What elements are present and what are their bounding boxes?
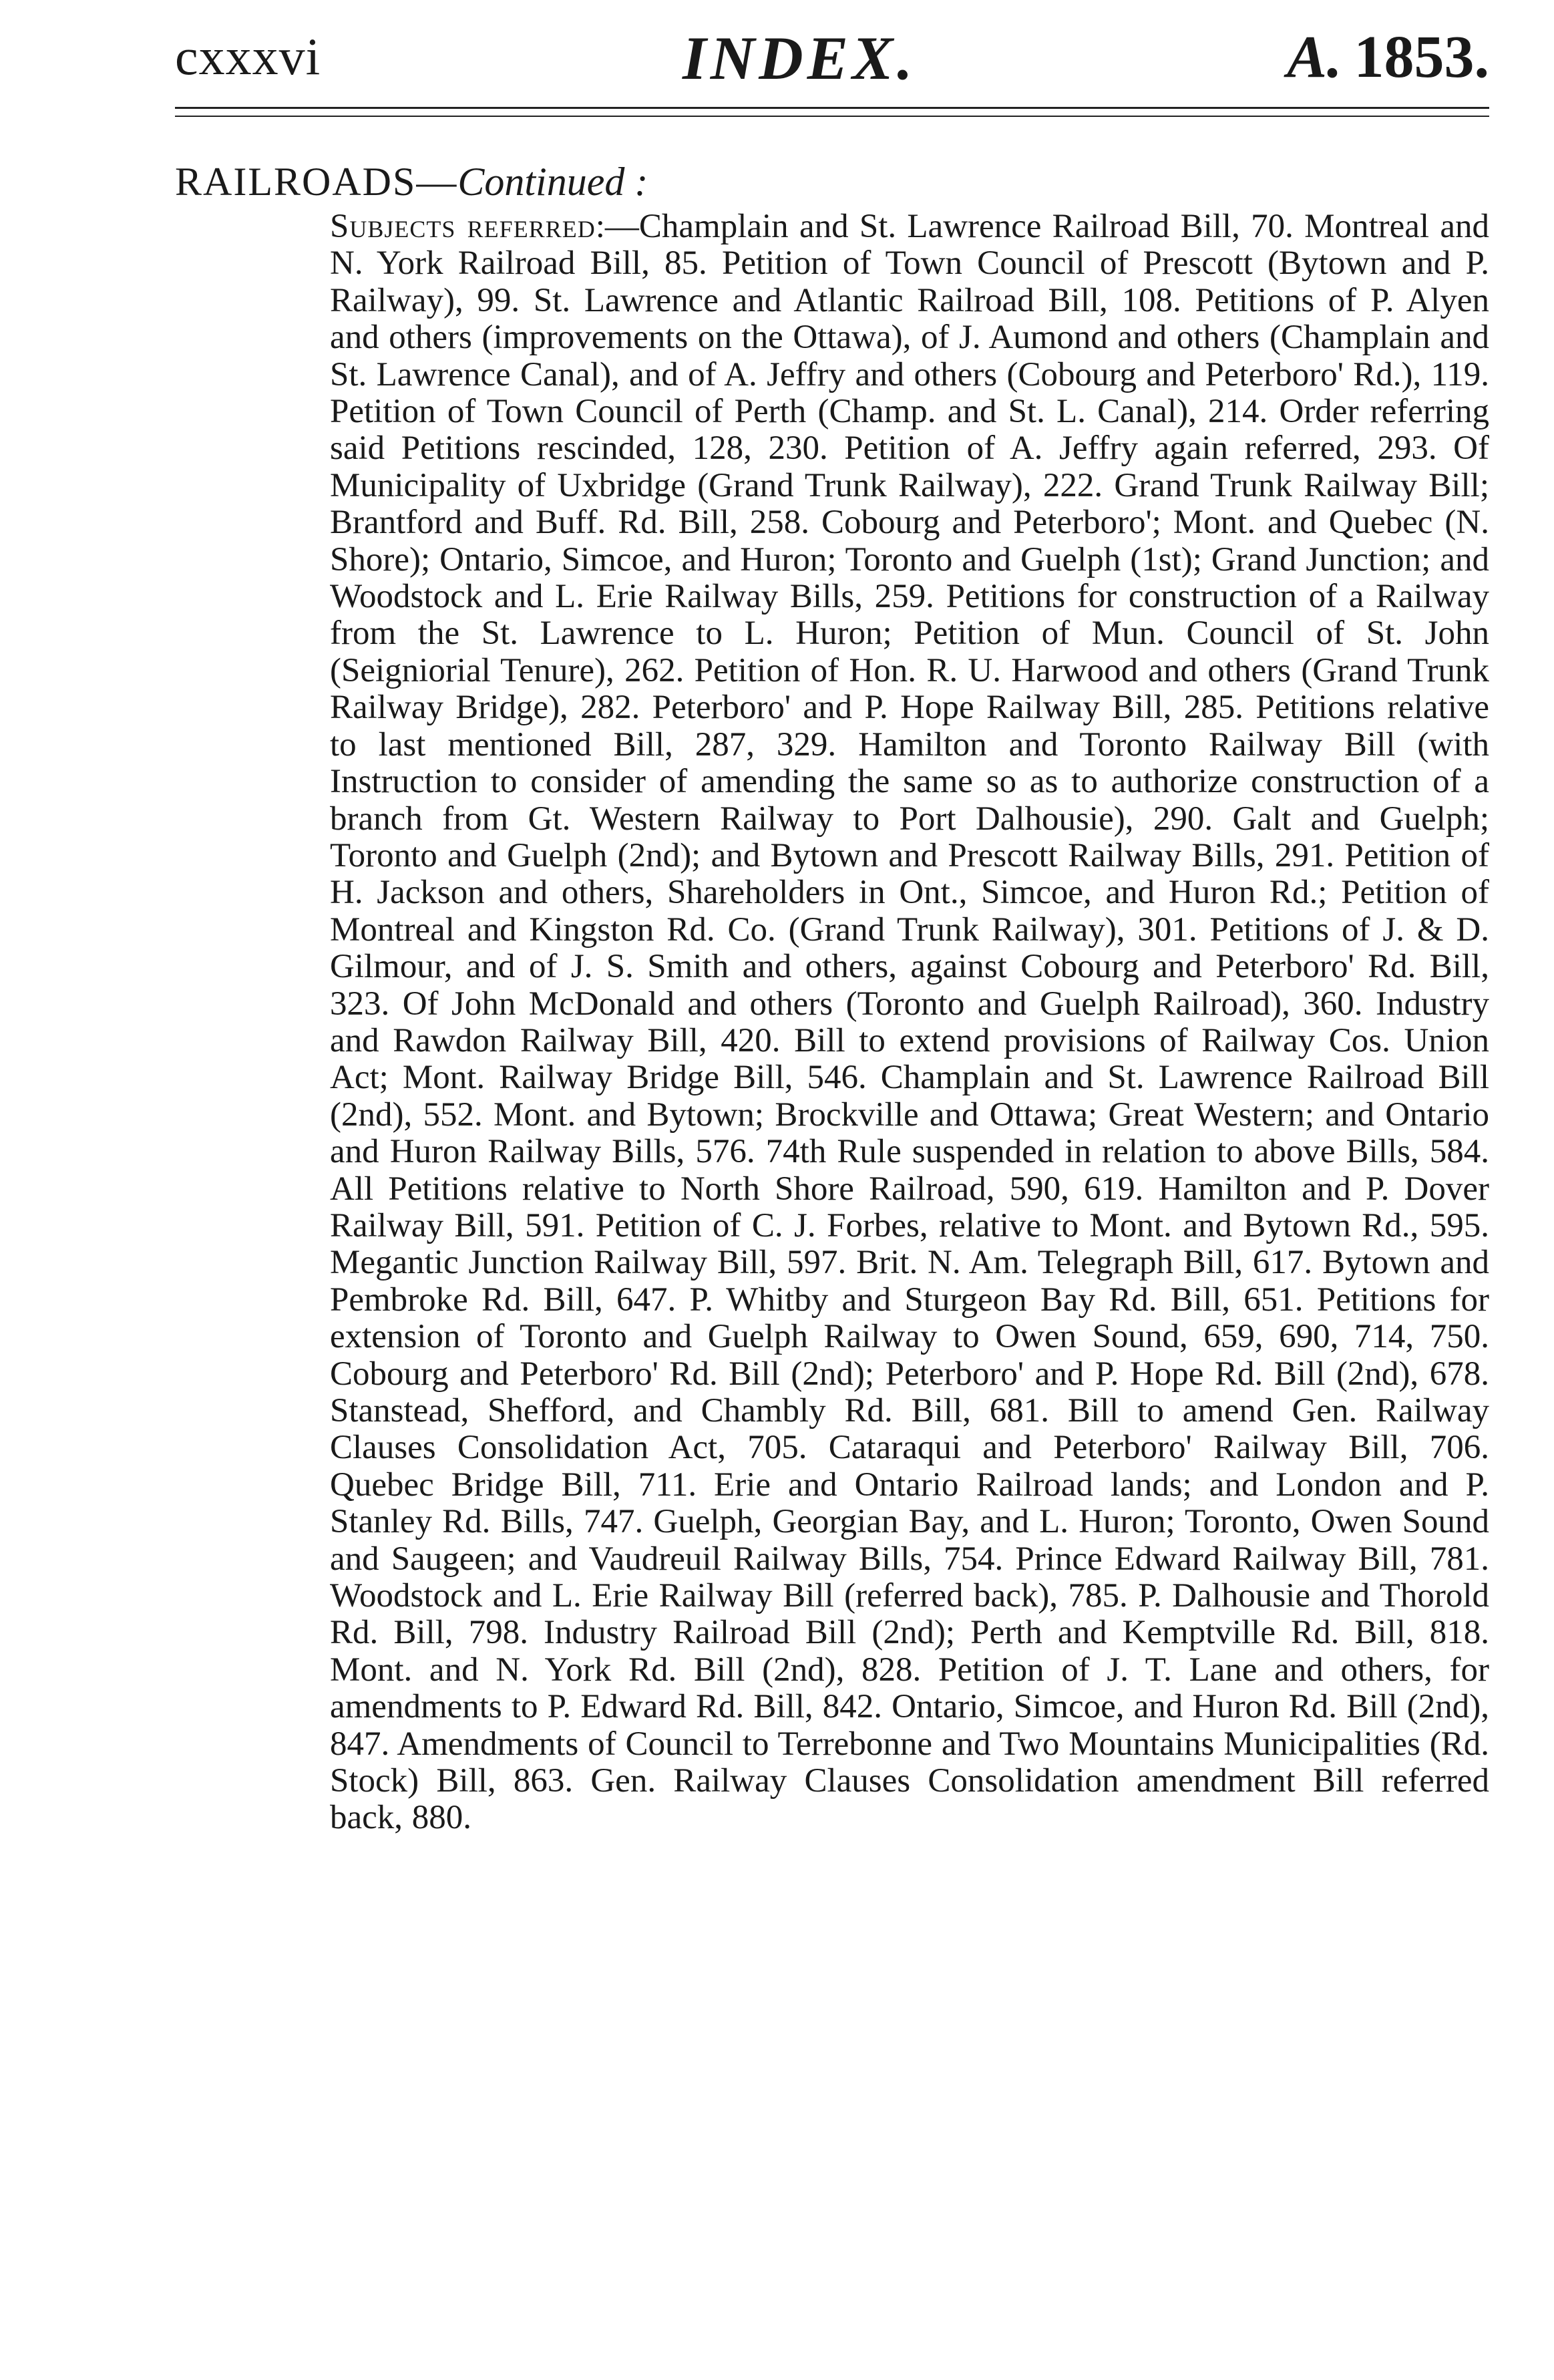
year: 1853. — [1354, 24, 1489, 90]
entry-label: Subjects referred — [330, 208, 596, 245]
page-number: cxxxvi — [175, 27, 321, 86]
year-marker — [1287, 23, 1489, 92]
page-title: INDEX. — [683, 24, 917, 92]
section-title: RAILROADS— — [175, 160, 458, 204]
entry-text: :—Champlain and St. Lawrence Railroad Bill, 70. Montreal and N. York Railroad Bill, 85. Petition of Town Council of Prescott (Bytown and P. Railway), 99. St. Lawrence and Atlantic Railroad Bill, 108. Petitions of P. Alyen and others (improvements on the Ottawa), of J. Aumond and others (Champlain and St. Lawrence Canal), and of A. Jeffry and others (Cobourg and Peterboro' Rd.), 119. Petition of Town Council of Perth (Champ. and St. L. Canal), 214. Order referring said Petitions rescinded, 128, 230. Petition of A. Jeffry again referred, 293. Of Municipality of Uxbridge (Grand Trunk Railway), 222. Grand Trunk Railway Bill; Brantford and Buff. Rd. Bill, 258. Cobourg and Peterboro'; Mont. and Quebec (N. Shore); Ontario, Simcoe, and Huron; Toronto and Guelph (1st); Grand Junction; and Woodstock and L. Erie Railway Bills, 259. Petitions for construction of a Railway from the St. Lawrence to L. Huron; Petition of Mun. Council of St. John (Seigniorial Tenure), 262. Petition of Hon. R. U. Harwood and others (Grand Trunk Railway Bridge), 282. Peterboro' and P. Hope Railway Bill, 285. Petitions relative to last mentioned Bill, 287, 329. Hamilton and Toronto Railway Bill (with Instruction to consider of amending the same so as to authorize construction of a branch from Gt. Western Railway to Port Dalhousie), 290. Galt and Guelph; Toronto and Guelph (2nd); and Bytown and Prescott Railway Bills, 291. Petition of H. Jackson and others, Shareholders in Ont., Simcoe, and Huron Rd.; Petition of Montreal and Kingston Rd. Co. (Grand Trunk Railway), 301. Petitions of J. & D. Gilmour, and of J. S. Smith and others, against Cobourg and Peterboro' Rd. Bill, 323. Of John McDonald and others (Toronto and Guelph Railroad), 360. Industry and Rawdon Railway Bill, 420. Bill to extend provisions of Railway Cos. Union Act; Mont. Railway Bridge Bill, 546. Champlain and St. Lawrence Railroad Bill (2nd), 552. Mont. and Bytown; Brockville and Ottawa; Great Western; and Ontario and Huron Railway Bills, 576. 74th Rule suspended in relation to above Bills, 584. All Petitions relative to North Shore Railroad, 590, 619. Hamilton and P. Dover Railway Bill, 591. Petition of C. J. Forbes, relative to Mont. and Bytown Rd., 595. Megantic Junction Railway Bill, 597. Brit. N. Am. Telegraph Bill, 617. Bytown and Pembroke Rd. Bill, 647. P. Whitby and Sturgeon Bay Rd. Bill, 651. Petitions for extension of Toronto and Guelph Railway to Owen Sound, 659, 690, 714, 750. Cobourg and Peterboro' Rd. Bill (2nd); Peterboro' and P. Hope Rd. Bill (2nd), 678. Stanstead, Shefford, and Chambly Rd. Bill, 681. Bill to amend Gen. Railway Clauses Consolidation Act, 705. Cataraqui and Peterboro' Railway Bill, 706. Quebec Bridge Bill, 711. Erie and Ontario Railroad lands; and London and P. Stanley Rd. Bills, 747. Guelph, Georgian Bay, and L. Huron; Toronto, Owen Sound and Saugeen; and Vaudreuil Railway Bills, 754. Prince Edward Railway Bill, 781. Woodstock and L. Erie Railway Bill (referred back), 785. P. Dalhousie and Thorold Rd. Bill, 798. Industry Railroad Bill (2nd); Perth and Kemptville Rd. Bill, 818. Mont. and N. York Rd. Bill (2nd), 828. Petition of J. T. Lane and others, for amendments to P. Edward Rd. Bill, 842. Ontario, Simcoe, and Huron Rd. Bill (2nd), 847. Amendments of Council to Terrebonne and Two Mountains Municipalities (Rd. Stock) Bill, 863. Gen. Railway Clauses Consolidation amendment Bill referred back, 880. — [330, 208, 1489, 1837]
section-heading — [175, 159, 648, 205]
index-entry — [330, 208, 1489, 1837]
continued-label: Continued : — [457, 160, 648, 204]
header-double-rule — [175, 107, 1489, 117]
page-header — [175, 19, 1489, 92]
year-letter: A. — [1286, 24, 1342, 90]
